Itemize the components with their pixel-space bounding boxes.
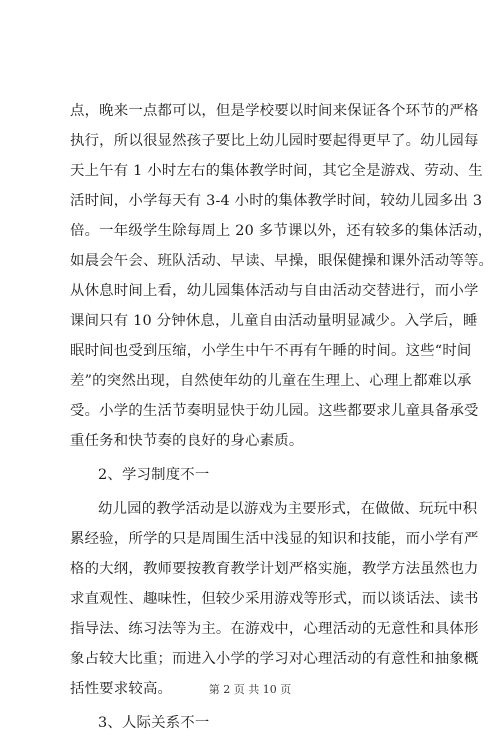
paragraph-line: 括性要求较高。 [70,681,173,697]
paragraph-line: 如晨会午会、班队活动、早读、早操，眼保健操和课外活动等等。 [70,253,494,269]
paragraph-line: 活时间，小学每天有 3-4 小时的集体教学时间，较幼儿园多出 3 [70,193,483,209]
paragraph-line: 点，晚来一点都可以，但是学校要以时间来保证各个环节的严格 [70,103,479,119]
paragraph-line: 差”的突然出现，自然使年幼的儿童在生理上、心理上都难以承 [70,373,472,389]
paragraph-line: 天上午有 1 小时左右的集体教学时间，其它全是游戏、劳动、生 [70,163,483,179]
paragraph-line: 格的大纲，教师要按教育教学计划严格实施，教学方法虽然也力 [70,561,479,577]
paragraph-line: 倍。一年级学生除每周上 20 多节课以外，还有较多的集体活动， [70,223,493,239]
paragraph-line: 受。小学的生活节奏明显快于幼儿园。这些都要求儿童具备承受 [70,403,479,419]
paragraph-line: 指导法、练习法等为主。在游戏中，心理活动的无意性和具体形 [70,621,479,637]
document-body [70,96,494,742]
section-heading-2: 2、学习制度不一 [98,467,210,483]
paragraph-line: 幼儿园的教学活动是以游戏为主要形式，在做做、玩玩中积 [98,501,478,517]
paragraph-line: 课间只有 10 分钟休息，儿童自由活动量明显减少。入学后，睡 [70,313,478,329]
paragraph-line: 眠时间也受到压缩，小学生中午不再有午睡的时间。这些“时间 [70,343,472,359]
paragraph-line: 求直观性、趣味性，但较少采用游戏等形式，而以谈话法、读书 [70,591,479,607]
paragraph-line: 从休息时间上看，幼儿园集体活动与自由活动交替进行，而小学 [70,283,479,299]
section-heading-3: 3、人际关系不一 [98,715,210,731]
paragraph-line: 重任务和快节奏的良好的身心素质。 [70,433,304,449]
paragraph-line: 累经验，所学的只是周围生活中浅显的知识和技能，而小学有严 [70,531,479,547]
paragraph-line: 象占较大比重；而进入小学的学习对心理活动的有意性和抽象概 [70,651,479,667]
page-number-footer: 第 2 页 共 10 页 [208,683,292,696]
paragraph-line: 执行，所以很显然孩子要比上幼儿园时要起得更早了。幼儿园每 [70,133,479,149]
